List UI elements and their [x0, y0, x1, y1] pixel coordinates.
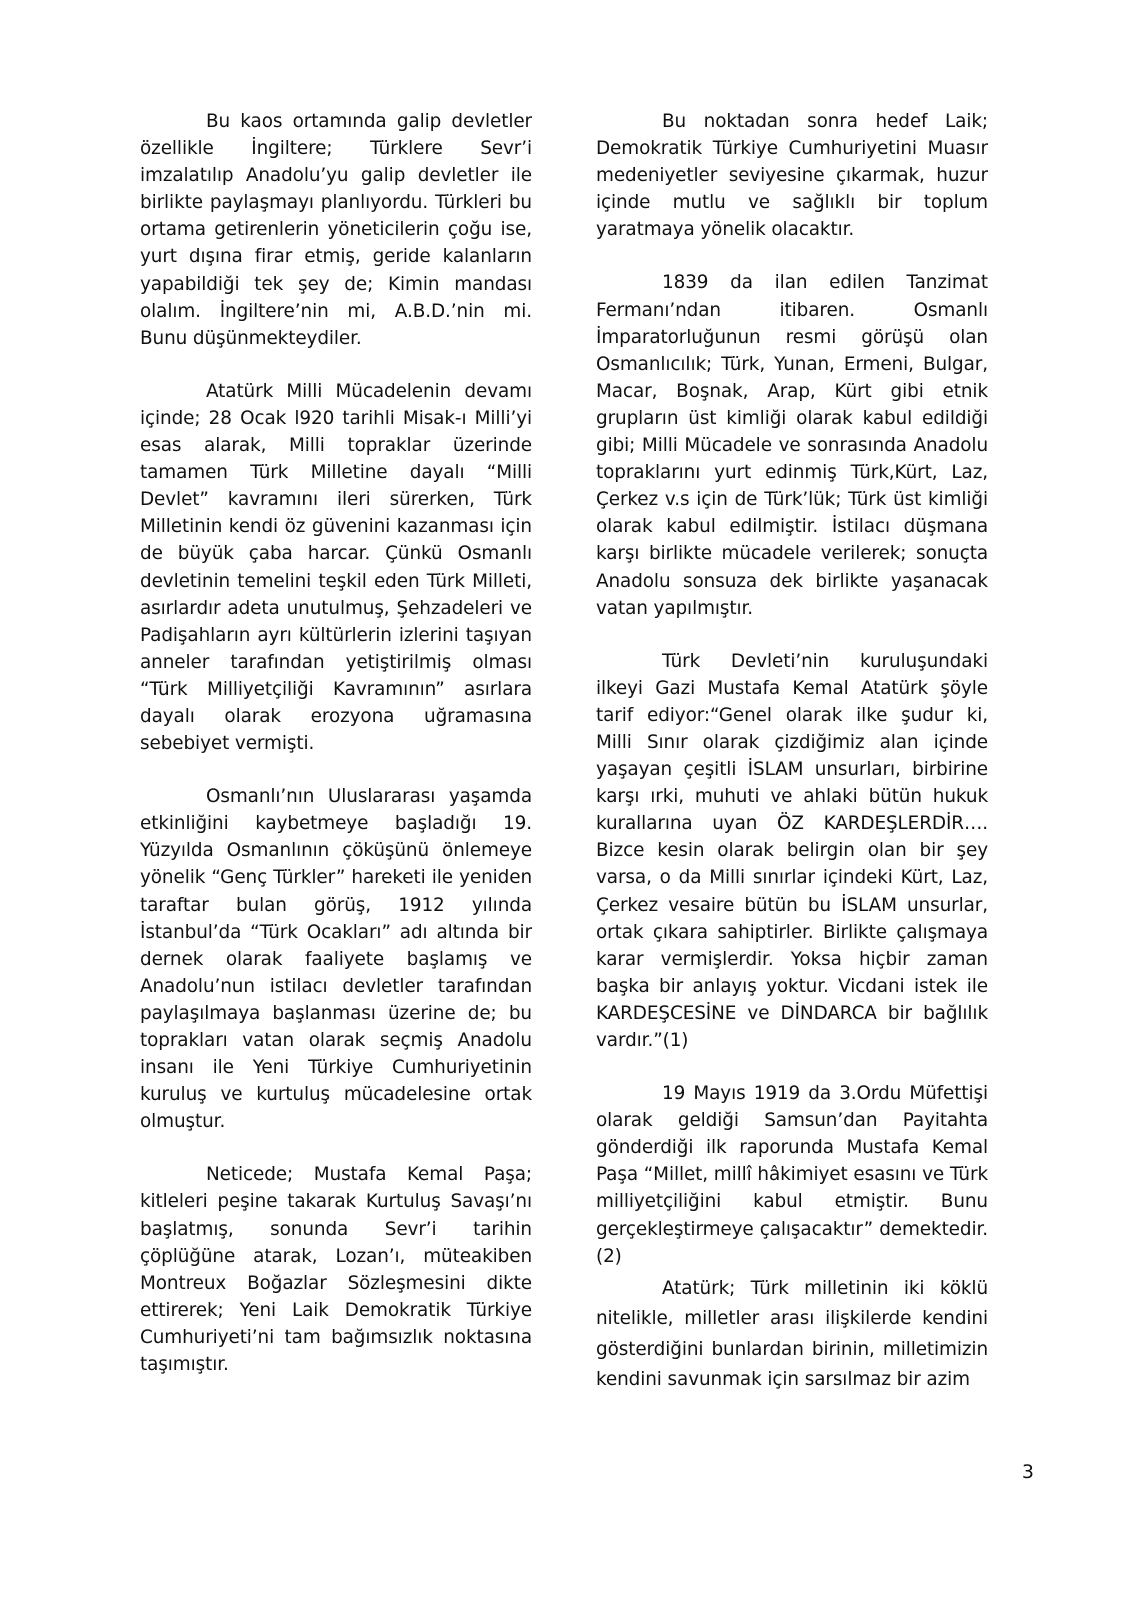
paragraph-19-mayis: 19 Mayıs 1919 da 3.Ordu Müfettişi olarak geldiği Samsun’dan Payitahta gönderdiği ilk raporunda Mustafa Kemal Paşa “Millet, millî hâkimiyet esasını ve Türk milliyetçiliğini kabul etmiştir. Bunu gerçekleştirmeye çalışacaktır” demektedir.(2) [596, 1083, 988, 1267]
paragraph-ataturk-koklu: Atatürk; Türk milletinin iki köklü nitelikle, milletler arası ilişkilerde kendini gösterdiğini bunlardan birinin, milletimizin kendini savunmak için sarsılmaz bir azim [596, 1277, 988, 1391]
paragraph-neticede: Neticede; Mustafa Kemal Paşa; kitleleri peşine takarak Kurtuluş Savaşı’nı başlatmış, sonunda Sevr’i tarihin çöplüğüne atarak, Lozan’ı, müteakiben Montreux Boğazlar Sözleşmesini dikte ettirerek; Yeni Laik Demokratik Türkiye Cumhuriyeti’ni tam bağımsızlık noktasına taşımıştır. [140, 1164, 532, 1376]
paragraph-kaos: Bu kaos ortamında galip devletler özellikle İngiltere; Türklere Sevr’i imzalatılıp Anadolu’yu galip devletler ile birlikte paylaşmayı planlıyordu. Türkleri bu ortama getirenlerin yöneticilerin çoğu ise, yurt dışına firar etmiş, geride kalanların yapabildiği tek şey de; Kimin mandası olalım. İngiltere’nin mi, A.B.D.’nin mi. Bunu düşünmekteydiler. [140, 111, 532, 349]
paragraph-bu-noktadan: Bu noktadan sonra hedef Laik; Demokratik Türkiye Cumhuriyetini Muasır medeniyetler seviyesine çıkarmak, huzur içinde mutlu ve sağlıklı bir toplum yaratmaya yönelik olacaktır. [596, 111, 988, 241]
right-column [596, 108, 988, 1422]
paragraph-tanzimat: 1839 da ilan edilen Tanzimat Fermanı’ndan itibaren. Osmanlı İmparatorluğunun resmi görüşü olan Osmanlıcılık; Türk, Yunan, Ermeni, Bulgar, Macar, Boşnak, Arap, Kürt gibi etnik grupların üst kimliği olarak kabul edildiği gibi; Milli Mücadele ve sonrasında Anadolu topraklarını yurt edinmiş Türk,Kürt, Laz, Çerkez v.s için de Türk’lük; Türk üst kimliği olarak kabul edilmiştir. İstilacı düşmana karşı birlikte mücadele verilerek; sonuçta Anadolu sonsuza dek birlikte yaşanacak vatan yapılmıştır. [596, 272, 988, 619]
page-number: 3 [1021, 1461, 1034, 1483]
left-column [140, 108, 532, 1404]
paragraph-ataturk-milli-mucadele: Atatürk Milli Mücadelenin devamı içinde; 28 Ocak l920 tarihli Misak-ı Milli’yi esas alarak, Milli topraklar üzerinde tamamen Türk Milletine dayalı “Milli Devlet” kavramını ileri sürerken, Türk Milletinin kendi öz güvenini kazanması için de büyük çaba harcar. Çünkü Osmanlı devletinin temelini teşkil eden Türk Milleti, asırlardır adeta unutulmuş, Şehzadeleri ve Padişahların ayrı kültürlerin izlerini taşıyan anneler tarafından yetiştirilmiş olması “Türk Milliyetçiliği Kavramının” asırlara dayalı olarak erozyona uğramasına sebebiyet vermişti. [140, 380, 532, 755]
paragraph-osmanli-uluslararasi: Osmanlı’nın Uluslararası yaşamda etkinliğini kaybetmeye başladığı 19. Yüzyılda Osmanlının çöküşünü önlemeye yönelik “Genç Türkler” hareketi ile yeniden taraftar bulan görüş, 1912 yılında İstanbul’da “Türk Ocakları” adı altında bir dernek olarak faaliyete başlamış ve Anadolu’nun istilacı devletler tarafından paylaşılmaya başlanması üzerine de; bu toprakları vatan olarak seçmiş Anadolu insanı ile Yeni Türkiye Cumhuriyetinin kuruluş ve kurtuluş mücadelesine ortak olmuştur. [140, 786, 532, 1133]
paragraph-turk-devleti: Türk Devleti’nin kuruluşundaki ilkeyi Gazi Mustafa Kemal Atatürk şöyle tarif ediyor:“Genel olarak ilke şudur ki, Milli Sınır olarak çizdiğimiz alan içinde yaşayan çeşitli İSLAM unsurları, birbirine karşı ırki, muhuti ve ahlaki bütün hukuk kurallarına uyan ÖZ KARDEŞLERDİR…. Bizce kesin olarak belirgin olan bir şey varsa, o da Milli sınırlar içindeki Kürt, Laz, Çerkez vesaire bütün bu İSLAM unsurlar, ortak çıkara sahiptirler. Birlikte çalışmaya karar vermişlerdir. Yoksa hiçbir zaman başka bir anlayış yoktur. Vicdani istek ile KARDEŞCESİNE ve DİNDARCA bir bağlılık vardır.”(1) [596, 650, 988, 1051]
